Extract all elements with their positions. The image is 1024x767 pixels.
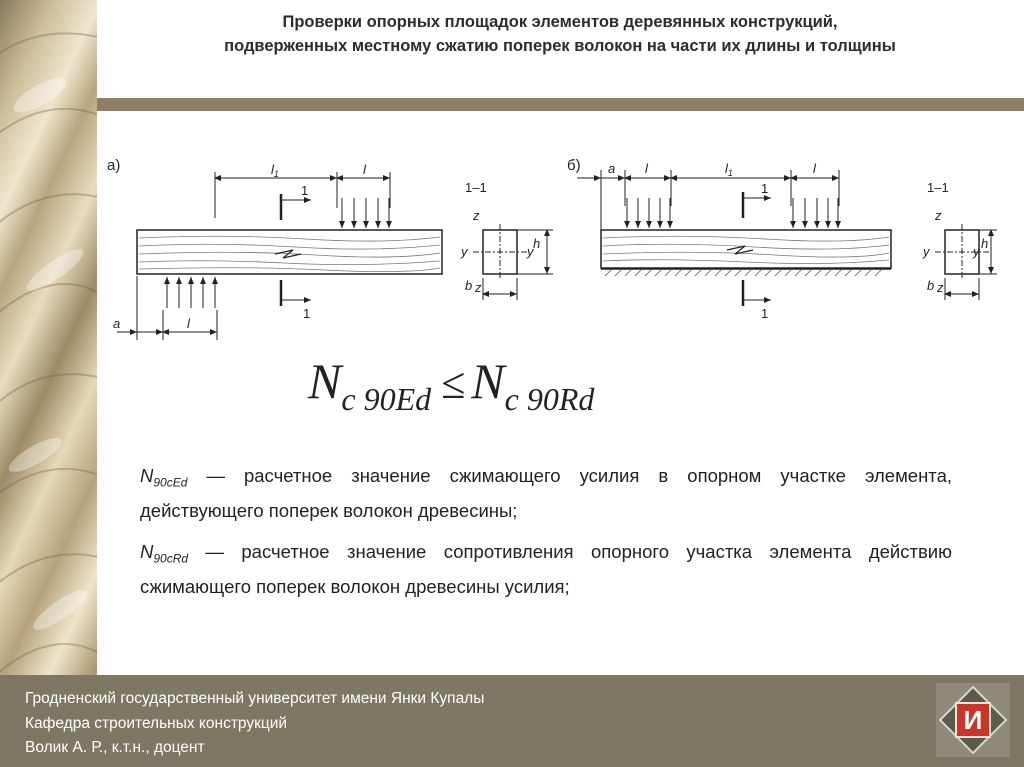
diagram-b-dim-a: a [608,161,616,176]
diagram-b-loads-left [627,198,670,228]
formula-operator: ≤ [441,359,466,408]
footer-author: Волик А. Р., к.т.н., доцент [25,739,205,756]
diagram-a-axis-z-bottom: z [475,280,482,295]
definition-2-symbol: N [140,541,154,562]
formula-lhs-sub: c 90Ed [341,381,432,417]
diagram-a-dim-l-bottom: l [187,316,190,331]
diagram-b-axis-y-left: y [923,244,930,259]
diagram-b-label: б) [567,157,581,174]
diagram-a-cross-section [460,180,553,300]
diagram-b-cross-section [922,180,997,300]
diagram-a-dim-a: a [113,316,121,331]
definition-2 [140,538,952,601]
diagram-a-dim-l1: $l_1$ [271,162,279,179]
footer-department: Кафедра строительных конструкций [25,715,288,732]
footer-bar [0,675,1024,767]
diagram-b-loads-right [793,198,838,228]
definition-2-subscript: 90cRd [153,551,189,566]
diagram-a-label: а) [107,157,121,174]
definition-1-text: — расчетное значение сжимающего усилия в опорном участке элемента, действующего поперек волокон древесины; [140,465,952,521]
diagram-a-bottom-loads [167,277,215,308]
title-line-1: Проверки опорных площадок элементов деревянных конструкций, [282,13,838,31]
formula-rhs-sub: c 90Rd [504,381,595,417]
definition-1-symbol: N [140,465,154,486]
diagram-b-axis-z-top: z [935,208,942,223]
diagram-b-dim-b: b [927,278,935,293]
diagram-b-dim-h: h [981,236,989,251]
diagram-b-dim-l-right: l [813,161,816,176]
diagram-b-dim-l1: $l_1$ [725,161,733,178]
diagram-b-section-mark-top: 1 [761,181,769,196]
support-diagrams [105,140,1005,345]
wood-grain [0,0,97,767]
diagram-b [567,157,997,321]
main-formula [308,352,602,417]
diagram-a [107,157,553,340]
footer-university: Гродненский государственный университет имени Янки Купалы [25,690,485,707]
diagram-a-axis-y-right: y [527,244,534,259]
diagram-a-section-mark-bottom: 1 [303,306,311,321]
diagram-a-axis-y-left: y [461,244,468,259]
university-logo [936,683,1010,757]
definition-1 [140,462,952,525]
definition-2-text: — расчетное значение сопротивления опорного участка элемента действию сжимающего поперек волокон древесины усилия; [140,541,952,597]
definition-1-subscript: 90cEd [153,475,188,490]
diagram-b-section-title: 1–1 [927,180,949,195]
diagram-a-dim-l-top: l [363,162,366,177]
diagram-b-axis-y-right: y [973,244,980,259]
slide-title [110,10,1010,58]
diagram-a-section-title: 1–1 [465,180,487,195]
diagram-a-dim-h: h [533,236,541,251]
title-line-2: подверженных местному сжатию поперек волокон на части их длины и толщины [224,37,896,55]
diagram-b-dim-l-left: l [645,161,648,176]
title-divider-bar [97,98,1024,111]
logo-letter: И [963,705,983,735]
diagram-a-section-mark-top: 1 [301,183,309,198]
wood-texture-decoration [0,0,97,767]
diagram-a-dim-b: b [465,278,473,293]
diagram-b-section-mark-bottom: 1 [761,306,769,321]
diagram-b-axis-z-bottom: z [937,280,944,295]
diagram-a-axis-z-top: z [473,208,480,223]
formula-lhs-main: N [308,353,342,409]
formula-rhs-main: N [471,353,505,409]
diagram-a-top-loads [342,198,389,228]
